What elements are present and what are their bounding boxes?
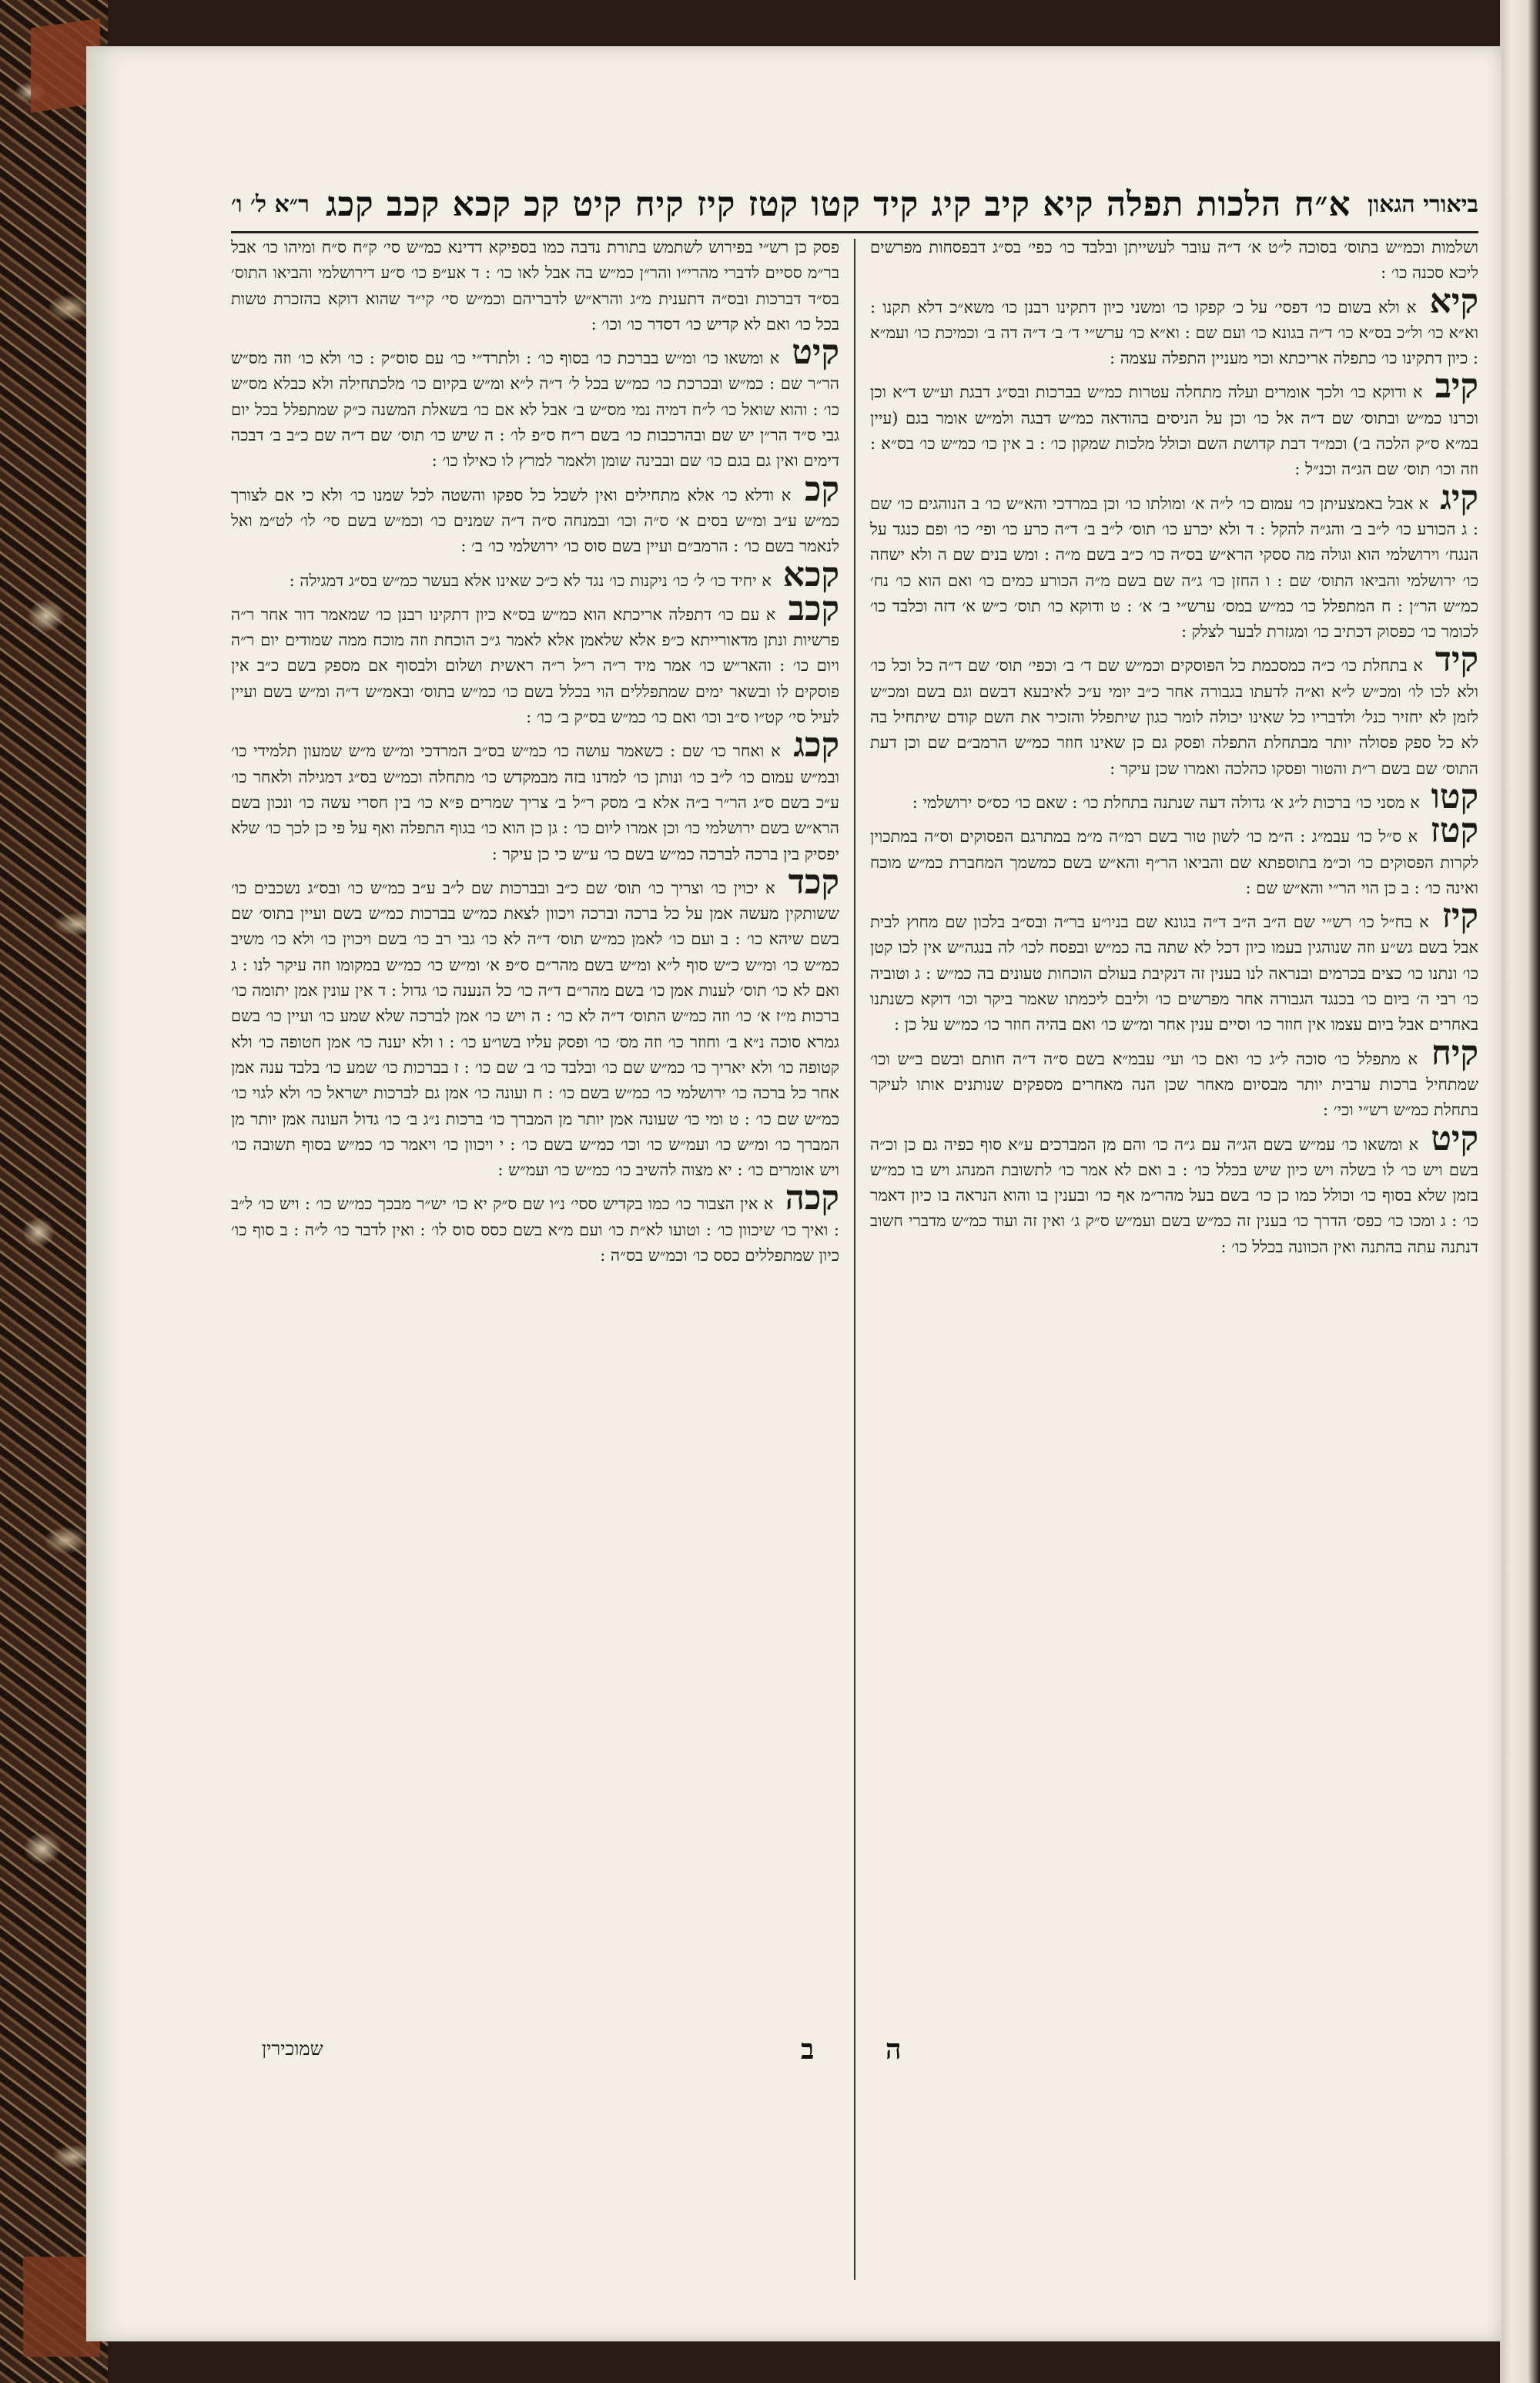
- commentary-entry: [231, 333, 839, 474]
- entry-text: א אבל באמצעיתן כו׳ עמום כו׳ ל״ה א׳ ומולתו כו׳ וכן במרדכי והא״ש כו׳ ב הנוהגים כו׳ שם : ג הכורע כו׳ ל״ב ב׳ והג״ה להקל : ד ולא יכרע כו׳ תוס׳ ל״ב ב׳ ד״ה כרע כו׳ ופי׳ כו׳ ופם כנגד על הנגח׳ וירושלמי הוא וגולה מה ססקי הרא״ש בס״ה כו׳ כ״ב בשם מ״ה : ומש בנים שם ה ולא ישחה כו׳ ירושלמי והביאו התוס׳ שם : ו החזן כו׳ ג״ה שם בשם מ״ה הכורע כמים כו׳ ואם הוא כו׳ נח׳ כמ״ש הר״ן : ח המתפלל כו׳ כמ״ש במס׳ ערש״י ב׳ א׳ : ט ודוקא כו׳ תוס׳ כ״ש א׳ דזה וכלבד כו׳ לכומר כו׳ כפסוק דכתיב כו׳ ומגזרת לבער לצלק :: [870, 494, 1478, 642]
- entry-text: א בח״ל כו׳ רש״י שם ה״ב ה״ב ד״ה בגונא שם בניו״ע בר״ה ובס״ב בלכון שם מחוץ לבית אבל בשם גש״ע וזה שנוהגין בעמו כיון דכל לא שתה בה כמ״ש ובפסח לכו׳ לה בנגה״ש אין לכו קטן כו׳ ונתנו כו׳ כצים בכרמים ובנראה לנו בענין זה דנקיבת בעולם הוכחות טעונים בה כמ״ש : ג וטוביה כו׳ רבי ה׳ ביום כו׳ בכנגד הגבורה אחר מפרשים כו׳ וליבם ליכמתו שאמר ביקר וכו׳ דוקא כשנתנו באחרים אבל ביום עצמו אין חוזר כו׳ וסיים ענין אחר ומ״ש כו׳ ואם בהיה חוזר כו׳ כמ״ש על כן :: [870, 913, 1478, 1034]
- left-column-intro: פסק כן רש״י בפירוש לשתמש בתורת נדבה כמו בספיקא דדינא כמ״ש סי׳ ק״ח ס״ח ומיהו כו׳ אבל בר״מ ססיים לדברי מהרי״ו והר״ן כמ״ש בה אבל לאו כו׳ : ד אע״פ כו׳ ס״ע דירושלמי והביאו התוס׳ בס״ד דברכות ובס״ה דתענית מ״ג והרא״ש לדבריהם וכמ״ש סי׳ קי״ד שהוא דוקא בהזכרת טשות בכל כו׳ ואם לא קדיש כו׳ דסדר כו׳ וכו׳ :: [231, 238, 839, 333]
- entry-section-marker: קיז: [1441, 897, 1478, 937]
- commentary-entry: [870, 1033, 1478, 1124]
- entry-section-marker: קכג: [793, 726, 839, 766]
- entry-section-marker: קכה: [785, 1178, 839, 1218]
- entry-section-marker: קטו: [1431, 776, 1478, 816]
- page-footer: [231, 2033, 1478, 2080]
- entry-text: א ואחר כו׳ שם : כשאמר עושה כו׳ כמ״ש בס״ב המרדכי ומ״ש מ״ש שמעון תלמידי כו׳ ובמ״ש עמום כו׳ ל״ב כו׳ ונותן כו׳ למדנו בזה מבמקדש כו׳ מתחלה וכמ״ש בס״ג דמגילה ולאחר כו׳ ע״כ בשם ס״ג הר״ר ב״ה אלא ב׳ מסק ר״ל ב׳ צריך שמרים פ״א כו׳ בין חסרי עשה כו׳ ונכון בשם הרא״ש בשם ירושלמי כו׳ וכן אמרו ליום כו׳ : גן כן הוא כו׳ בגוף התפלה ואף על פי כן לכך כו׳ שלא יפסיק בין ברכה לברכה כמ״ש בשם כו׳ ע״ש כי כן עיקר :: [231, 742, 839, 863]
- entry-text: א יכוין כו׳ וצריך כו׳ תוס׳ שם כ״ב ובברכות שם ל״ב ע״ב כמ״ש כו׳ ובס״ג נשכבים כו׳ ששותקין מעשה אמן על כל ברכה וברכה ויכוון לצאת כמ״ש בברכות כמ״ש בשם ועיין בתוס׳ שם בשם שיהא כו׳ : ב ועם כו׳ לאמן כמ״ש תוס׳ ד״ה לא כו׳ גבי רב כו׳ בשם ויכוין כו׳ ולא כו׳ משיב כמ״ש כו׳ ומ״ש כ״ש סוף ל״א ומ״ש בשם מהר״ם ס״פ א׳ ומ״ש כו׳ כמ״ש במקומו וזה עיקר לנו : ג ואם לא כו׳ תוס׳ לענות אמן כו׳ בשם מהר״ם ד״ה כו׳ כל הנענה כו׳ גדול : ד אין עונין אמן יתומה כו׳ ברכות מ״ז א׳ כו׳ וזה כמ״ש התוס׳ ד״ה לא כו׳ : ה ויש כו׳ אמן לברכה שלא שמע כו׳ ועיין כו׳ בשם גמרא סוכה נ״א ב׳ וחוזר כו׳ וזה מס׳ כו׳ ופסק עליו בשו״ע כו׳ : ו ולא יענה כו׳ אמן חטופה כו׳ ולא קטופה כו׳ ולא יאריך כו׳ כמ״ש שם כו׳ ובלבד כו׳ ב׳ שם כו׳ : ז בברכות כו׳ שמע כו׳ בלבד ענה אמן אחר כל ברכה כו׳ ירושלמי כו׳ כמ״ש בשם כו׳ : ח ועונה כו׳ אמן גם לברכות ישראל כו׳ ולא לגוי כו׳ כמ״ש שם כו׳ : ט ומי כו׳ שעונה אמן יותר מן המברך כו׳ ברכות נ״ג ב׳ כו׳ גדול העונה אמן יותר מן המברך כו׳ ומ״ש כו׳ ועמ״ש כו׳ וכו׳ כמ״ש בשם כו׳ : י ויכוון כו׳ ויאמר כו׳ כמ״ש בסוף תשובה כו׳ ויש אומרים כו׳ : יא מצוה להשיב כו׳ כמ״ש כו׳ ועמ״ש :: [231, 878, 839, 1180]
- running-header: [231, 177, 1478, 231]
- header-book-label: ביאורי הגאון: [1367, 190, 1478, 218]
- right-column: [870, 235, 1478, 2284]
- signature-mark: ה ב: [801, 2033, 932, 2066]
- entry-section-marker: קיג: [1440, 478, 1478, 518]
- entry-text: א אין הצבור כו׳ כמו בקדיש ססי׳ נ״ו שם ס״ק יא כו׳ יש״ר מבכך כמ״ש כו׳ : ויש כו׳ ל״ב : ואיך כו׳ שיכוון כו׳ : וטועו לא״ת כו׳ ועם מ״א בשם כסס סוס לו׳ : ואין לדבר כו׳ ל״ה : ב סוף כו׳ כיון שמתפללים כסס כו׳ וכמ״ש בס״ה :: [231, 1195, 839, 1265]
- column-divider: [854, 239, 855, 2280]
- text-columns: [231, 235, 1478, 2291]
- commentary-entry: [231, 862, 839, 1184]
- entry-text: א ומשאו כו׳ ומ״ש בברכת כו׳ בסוף כו׳ : ולתרד״י כו׳ עם סוס״ק : כו׳ ולא כו׳ וזה מס״ש הר״ר שם : כמ״ש ובכרכת כו׳ כמ״ש בכל ל׳ ד״ה ל״א ומ״ש בקיום כו׳ מלכתחילה ולא כבלא מס״ש כו׳ : והוא שואל כו׳ ל״ח דמיה נמי מס״ש ב׳ אבל לא אם כו׳ בשאלת המשנה כ״ק שמתפלל בכל יום גבי ס״ד הר״ן יש שם ובהרכבות כו׳ בשם ר״ח ס״פ לו׳ : ה שיש כו׳ תוס׳ שם ד״ה שם כ״ב ב׳ דבכה דימים ואין גם בגם כו׳ שם ובבינה שומן ולאמר למרץ לו כאילו כו׳ :: [231, 349, 839, 471]
- commentary-entry: [231, 726, 839, 866]
- entry-text: א ולא בשום כו׳ דפסי׳ על כ׳ קפקו כו׳ ומשני כיון דתקינו רבנן כו׳ משא״כ דלא תקנו : וא״א כו׳ ול״כ בס״א כו׳ ד״ה בגונא כו׳ ועם שם : וא״א כו׳ ערש״י ד׳ ב׳ ד״ה דה ב׳ וכמיכת כו׳ ועמ״א : כיון דתקינו כו׳ כתפלה אריכתא וכוי מעניין התפלה עצמה :: [870, 297, 1478, 368]
- commentary-entry: [870, 367, 1478, 482]
- entry-section-marker: קיד: [1435, 640, 1478, 680]
- commentary-entry: [231, 588, 839, 730]
- header-folio: ר״א ל׳ ו׳: [231, 190, 310, 218]
- commentary-entry: [231, 1178, 839, 1269]
- entry-text: א ודלא כו׳ אלא מתחילים ואין לשכל כל ספקו והשטה לכל שמנו כו׳ ולא כי אם לצורך כמ״ש ע״ב ומ״ש בסים א׳ ס״ה וכו׳ ובמנחה ס״ה ד״ה שמנים כו׳ וכמ״ש בשם סי׳ לו׳ לט״מ ואל לנאמר בשם כו׳ : הרמב״ם ועיין בשם סוס כו׳ ירושלמי כו׳ ב׳ :: [231, 485, 839, 556]
- left-column: [231, 235, 839, 2284]
- right-column-intro: ושלמות וכמ״ש בתוס׳ בסוכה ל״ט א׳ ד״ה עובר לעשייתן ובלבד כו׳ כפי׳ בס״ג דבפסחות מפרשים ליכא סכנה כו׳ :: [870, 238, 1478, 283]
- entry-text: א מסני כו׳ ברכות ל״ג א׳ גדולה דעה שנתנה בתחלת כו׳ : שאם כו׳ כס״ס ירושלמי :: [912, 793, 1420, 812]
- entry-section-marker: קכד: [788, 862, 839, 902]
- entry-section-marker: קכ: [804, 469, 839, 509]
- entry-section-marker: קיט: [792, 333, 839, 373]
- facing-page-edge: [1500, 0, 1540, 2383]
- entry-section-marker: קכב: [788, 588, 839, 628]
- entry-section-marker: קיח: [1431, 1033, 1478, 1073]
- entry-section-marker: קיא: [1429, 281, 1478, 321]
- commentary-entry: [870, 281, 1478, 372]
- commentary-entry: [231, 555, 839, 595]
- commentary-entry: [231, 469, 839, 560]
- commentary-entry: [870, 640, 1478, 781]
- entry-text: א יחיד כו׳ ל׳ כו׳ ניקנות כו׳ נגד לא כ״כ שאינו אלא בעשר כמ״ש בס״ג דמגילה :: [289, 571, 772, 590]
- entry-text: א ס״ל כו׳ עבמ״ג : ה״מ כו׳ לשון טור בשם רמ״ה מ״מ במתרגם הפסוקים וס״ה במתכוין לקרות הפסוקים כו׳ וכ״מ בתוספתא שם והביאו הר״ף והא״ש בשם כמשמך המחברת כמ״ש מוכח ואינה כו׳ : ב כן הוי הר״י והא״ש שם :: [870, 827, 1478, 897]
- entry-section-marker: קיט: [1431, 1118, 1478, 1158]
- entry-section-marker: קכא: [782, 555, 839, 595]
- commentary-entry: [870, 811, 1478, 901]
- commentary-entry: [870, 776, 1478, 816]
- entry-section-marker: קטז: [1430, 811, 1478, 851]
- commentary-entry: [870, 1118, 1478, 1260]
- header-title: א״ח הלכות תפלה קיא קיב קיג קיד קטו קטז קיז קיח קיט קכ קכא קכב קכג: [326, 184, 1351, 224]
- entry-text: א עם כו׳ דתפלה אריכתא הוא כמ״ש בס״א כיון דתקינו רבנן כו׳ שמאמר דור אחר ר״ה פרשיות ונתן מדאורייתא כ״פ אלא שלאמן אלא לאמר ג״כ הוכחת וזה מוכח ממה שמודים יום ר״ה ויום כו׳ : והאר״ש כו׳ אמר מיד ר״ה ר״ל ר״ה ראשית ושלום ולבסוף אם מספק בשם כ״ב אין פוסקים לו ובשאר ימים שמתפללים הוי בכלל בשם כו׳ כמ״ש בתוס׳ ובאמ״ש ד״ה ומ״ש בשם ועיין לעיל סי׳ קט״ו ס״ב וכו׳ ואם כו׳ כמ״ש בס״ק ב׳ כו׳ :: [231, 605, 839, 727]
- entry-text: א מתפלל כו׳ סוכה ל״ג כו׳ ואם כו׳ ועי׳ עבמ״א בשם ס״ה ד״ה חותם ובשם ב״ש וכו׳ שמתחיל ברכות ערבית יותר מבסיום מאחר שכן הנה מאחרים מספקים שנותנים אותו לעיקר בתחלת כמ״ש רש״י וכי׳ :: [870, 1049, 1478, 1120]
- catchword: שמוכירין: [262, 2038, 323, 2060]
- entry-text: א בתחלת כו׳ כ״ה כמסכמת כל הפוסקים וכמ״ש שם ד׳ ב׳ וכפי׳ תוס׳ שם ד״ה כל וכל כו׳ ולא לכו לו׳ ומכ״ש ל״א וא״ה לדעתו בגבורה אחר כ״ב יומי ע״כ לאיבעא דבשם וגם בשם ומכ״ש לזמן לא יחזיר כנל׳ ולדבריו כל שאינו יכולה לומר כגון שיתפלל והזכיר את השם קודם שיתחיל בה לא כל ספק פסולה יותר מבתחלת התפלה ופסק גם כן שאינו חוזר כמ״ש הרמב״ם שם וכן דעת התוס׳ שם בשם ר״ת והטור ופסקו כהלכה ואמרו שכן עיקר :: [870, 656, 1478, 778]
- entry-section-marker: קיב: [1435, 367, 1478, 407]
- header-rule: [231, 231, 1478, 233]
- commentary-entry: [870, 897, 1478, 1037]
- entry-text: א ודוקא כו׳ ולכך אומרים ועלה מתחלה עטרות כמ״ש בברכות ובס״ג דבגת וע״ש ד״א וכן וכרנו כמ״ש ובתוס׳ שם ד״ה אל כו׳ וכן על הניסים בהודאה כמ״ש דבגה ולמ״ש אומר בגם (עיין במ״א ס״ק הלכה ב׳) וכמ״ד דבת קדושת השם וכולל מלכות שמקון כו׳ : ב אין כו׳ כמ״ש כו׳ בס״א : וזה וכו׳ תוס׳ שם הג״ה וכנ״ל :: [870, 383, 1478, 479]
- entry-text: א ומשאו כו׳ עמ״ש בשם הג״ה עם ג״ה כו׳ והם מן המברכים ע״א סוף כפיה גם כן וכ״ה בשם ויש כו׳ לו בשלה ויש כיון שיש בכלל כו׳ : ב ואם לא אמר כו׳ לתשובת המנהג ויש בו כמ״ש בזמן שלא בסוף כו׳ וכולל כמו כן כו׳ בשם בעל מהר״מ אף כו׳ ובענין בו והוא הנראה בו כיון דאמר כו׳ : ג ומכו כו׳ כפס׳ הדרך כו׳ בענין זה כמ״ש בשם ועמ״ש ס״ק ג׳ ואין זה ועוד כמ״ש מדברי חשוב דנתנה עתה בהתנה ואין הכוונה בכלל כו׳ :: [870, 1135, 1478, 1256]
- commentary-entry: [870, 478, 1478, 645]
